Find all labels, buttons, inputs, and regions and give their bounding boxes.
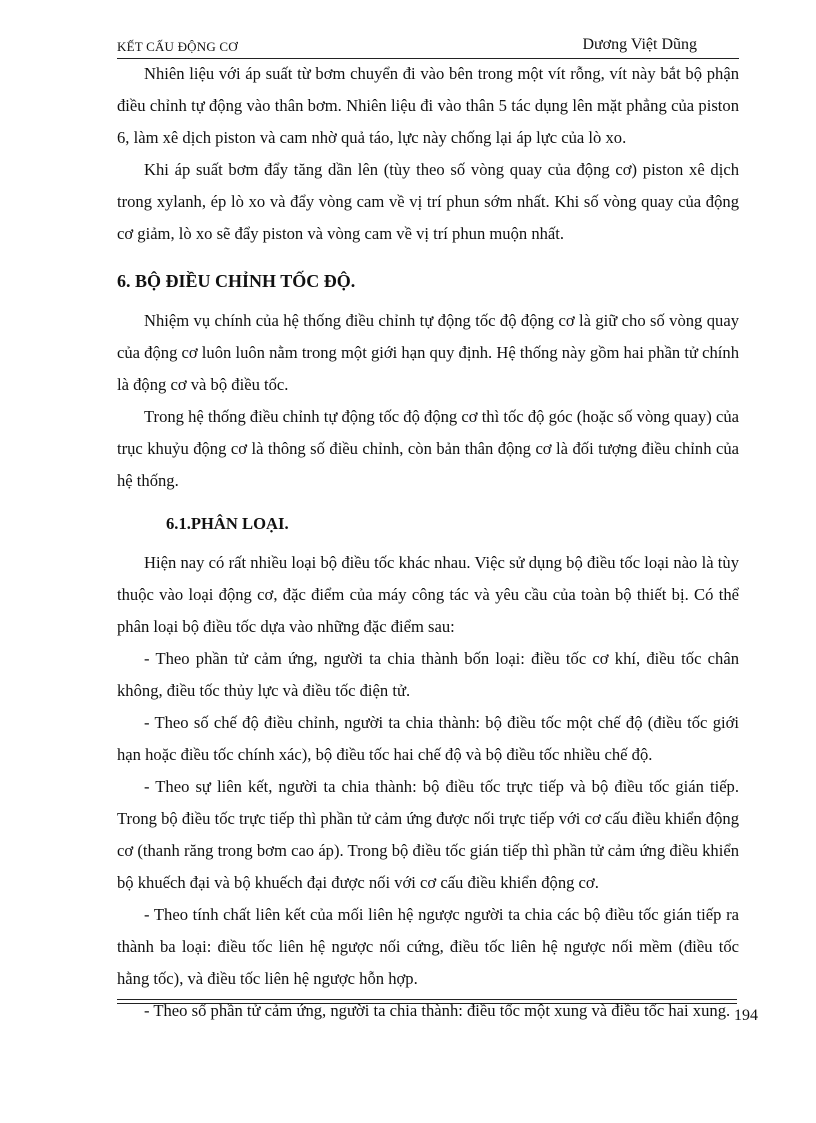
section-heading: 6. BỘ ĐIỀU CHỈNH TỐC ĐỘ.: [117, 271, 356, 291]
list-item: - Theo tính chất liên kết của mối liên hệ ngược người ta chia các bộ điều tốc gián tiếp ra thành ba loại: điều tốc liên hệ ngược nối cứng, điều tốc liên hệ ngược nối mềm (điều tốc hằng tốc), và điều tốc liên hệ ngược hỗn hợp.: [117, 905, 739, 988]
paragraph: Nhiên liệu với áp suất từ bơm chuyển đi vào bên trong một vít rỗng, vít này bắt bộ phận điều chỉnh tự động vào thân bơm. Nhiên liệu đi vào thân 5 tác dụng lên mặt phẳng của piston 6, làm xê dịch piston và cam nhờ quả táo, lực này chống lại áp lực của lò xo.: [117, 64, 739, 147]
header-author: Dương Việt Dũng: [582, 36, 697, 53]
subsection-heading: 6.1.PHÂN LOẠI.: [166, 514, 289, 533]
list-item: - Theo số phần tử cảm ứng, người ta chia thành: điều tốc một xung và điều tốc hai xung.: [144, 1001, 731, 1020]
paragraph: Hiện nay có rất nhiều loại bộ điều tốc khác nhau. Việc sử dụng bộ điều tốc loại nào là tùy thuộc vào loại động cơ, đặc điểm của máy công tác và yêu cầu của toàn bộ thiết bị. Có thể phân loại bộ điều tốc dựa vào những đặc điểm sau:: [117, 553, 739, 636]
page-number: 194: [734, 1007, 758, 1024]
page-header: [117, 36, 757, 58]
paragraph: Nhiệm vụ chính của hệ thống điều chỉnh tự động tốc độ động cơ là giữ cho số vòng quay của động cơ luôn luôn nằm trong một giới hạn quy định. Hệ thống này gồm hai phần tử chính là động cơ và bộ điều tốc.: [117, 311, 739, 394]
paragraph: Khi áp suất bơm đẩy tăng dần lên (tùy theo số vòng quay của động cơ) piston xê dịch trong xylanh, ép lò xo và đẩy vòng cam về vị trí phun sớm nhất. Khi số vòng quay của động cơ giảm, lò xo sẽ đẩy piston và vòng cam về vị trí phun muộn nhất.: [117, 160, 739, 243]
list-item: - Theo số chế độ điều chỉnh, người ta chia thành: bộ điều tốc một chế độ (điều tốc giới hạn hoặc điều tốc chính xác), bộ điều tốc hai chế độ và bộ điều tốc nhiều chế độ.: [117, 713, 739, 764]
page-body: [117, 58, 739, 1027]
list-item: - Theo sự liên kết, người ta chia thành: bộ điều tốc trực tiếp và bộ điều tốc gián tiếp. Trong bộ điều tốc trực tiếp thì phần tử cảm ứng được nối trực tiếp với cơ cấu điều khiển động cơ (thanh răng trong bơm cao áp). Trong bộ điều tốc gián tiếp thì phần tử cảm ứng điều khiển bộ khuếch đại và bộ khuếch đại được nối với cơ cấu điều khiển động cơ.: [117, 777, 739, 892]
footer-rule: [117, 999, 737, 1004]
paragraph: Trong hệ thống điều chỉnh tự động tốc độ động cơ thì tốc độ góc (hoặc số vòng quay) của trục khuỷu động cơ là thông số điều chỉnh, còn bản thân động cơ là đối tượng điều chỉnh của hệ thống.: [117, 407, 739, 490]
header-book-title: KẾT CẤU ĐỘNG CƠ: [117, 39, 238, 54]
list-item: - Theo phần tử cảm ứng, người ta chia thành bốn loại: điều tốc cơ khí, điều tốc chân không, điều tốc thủy lực và điều tốc điện tử.: [117, 649, 739, 700]
